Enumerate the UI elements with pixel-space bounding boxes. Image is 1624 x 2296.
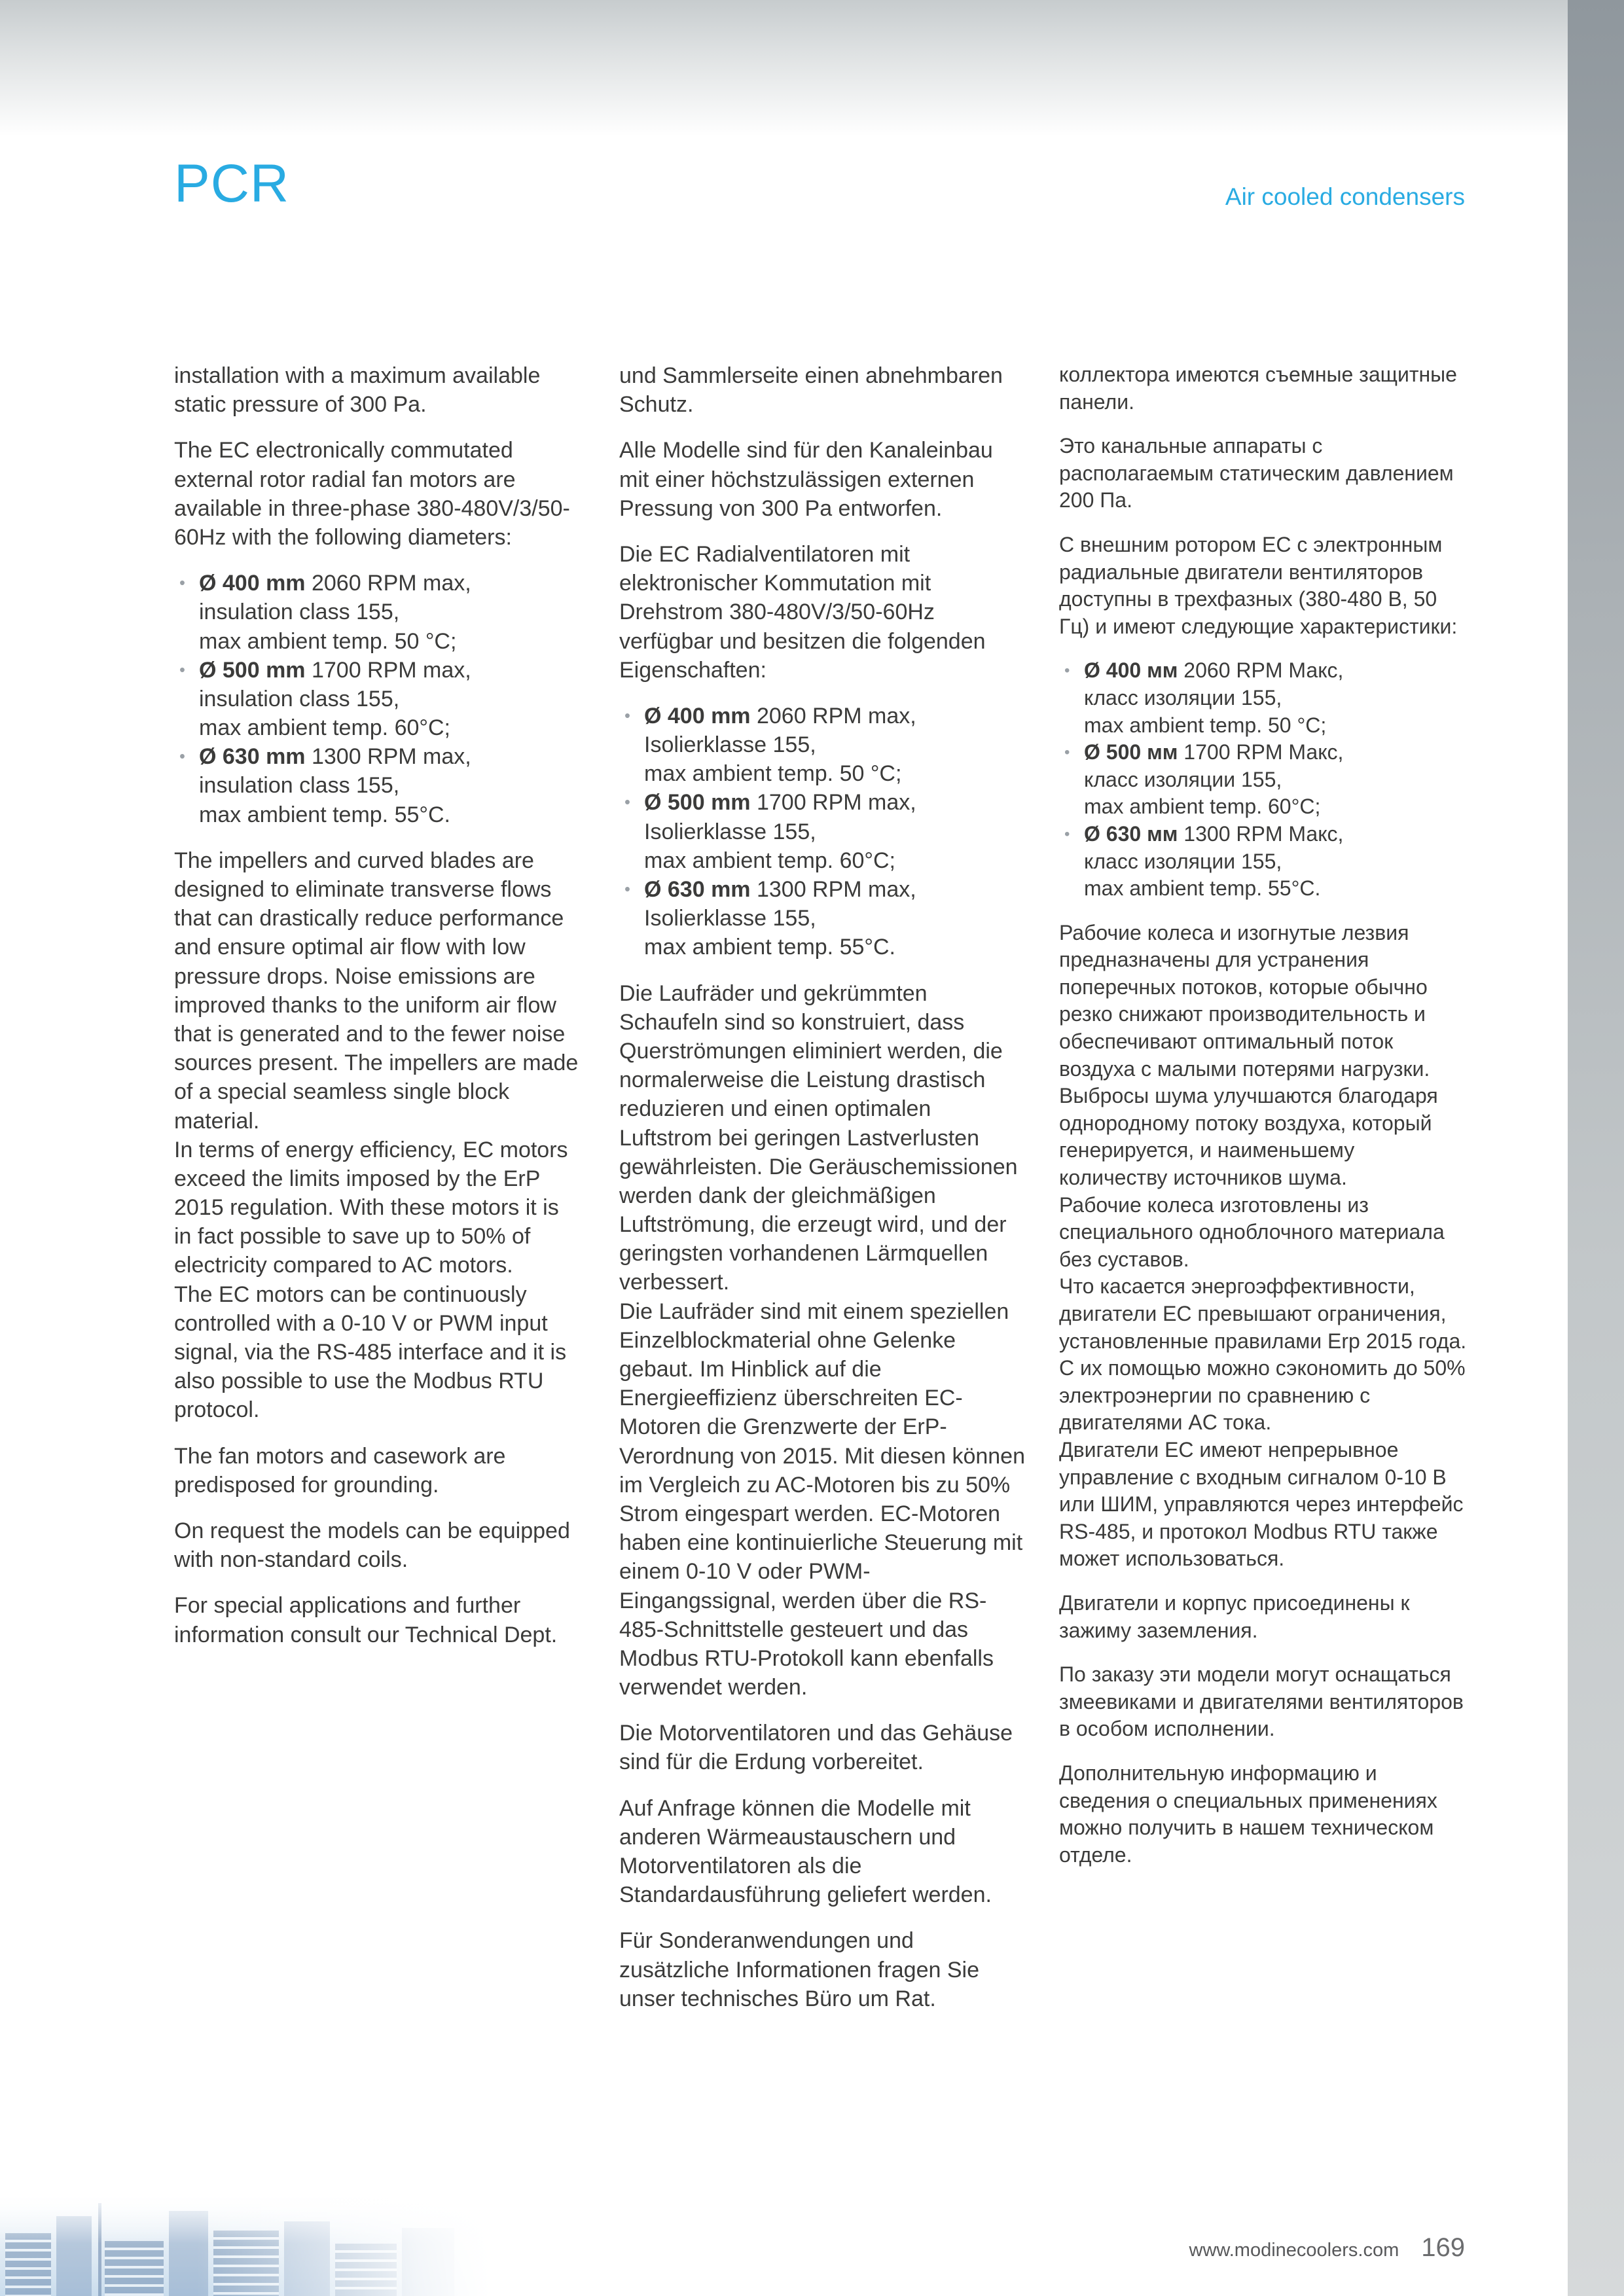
spec-insulation: insulation class 155, bbox=[199, 600, 400, 625]
paragraph: С внешним ротором EC с электронным радиальные двигатели вентиляторов доступны в трехфазных (380-480 В, 50 Гц) и имеют следующие характеристики: bbox=[1059, 532, 1458, 638]
spec-rpm: 1300 RPM Макс, bbox=[1178, 821, 1344, 846]
paragraph: Двигатели EC имеют непрерывное управление с входным сигналом 0-10 В или ШИМ, управляются через интерфейс RS-485, и протокол Modbus RTU также может использоваться. bbox=[1059, 1437, 1464, 1571]
spec-item bbox=[1059, 657, 1468, 739]
spec-item bbox=[174, 656, 580, 743]
paragraph: The EC motors can be continuously controlled with a 0-10 V or PWM input signal, via the RS-485 interface and it is also possible to use the Modbus RTU protocol. bbox=[174, 1282, 567, 1423]
body-text-block bbox=[174, 846, 580, 1425]
page-number: 169 bbox=[1421, 2233, 1465, 2262]
website-url: www.modinecoolers.com bbox=[1189, 2240, 1399, 2261]
column-en bbox=[174, 361, 580, 1666]
paragraph: und Sammlerseite einen abnehmbaren Schutz. bbox=[619, 363, 1003, 418]
paragraph: Die Laufräder sind mit einem speziellen Einzelblockmaterial ohne Gelenke gebaut. Im Hinblick auf die Energieeffizienz überschreiten EC-Motoren die Grenzwerte der ErP-Verordnung von 2015. Mit diesen können im Vergleich zu AC-Motoren bis zu 50% Strom eingespart werden. EC-Motoren haben eine kontinuierliche Steuerung mit einem 0-10 V oder PWM-Eingangssignal, werden über die RS-485-Schnittstelle gesteuert und das Modbus RTU-Protokoll kann ebenfalls verwendet werden. bbox=[619, 1299, 1026, 1700]
spec-temperature: max ambient temp. 60°C; bbox=[1084, 795, 1321, 819]
paragraph: коллектора имеются съемные защитные панели. bbox=[1059, 363, 1457, 414]
spec-temperature: max ambient temp. 50 °C; bbox=[1084, 713, 1327, 737]
paragraph: По заказу эти модели могут оснащаться змеевиками и двигателями вентиляторов в особом исполнении. bbox=[1059, 1662, 1464, 1741]
top-gradient-band bbox=[0, 0, 1624, 136]
column-ru bbox=[1059, 361, 1468, 1886]
spec-insulation: класс изоляции 155, bbox=[1084, 767, 1282, 791]
paragraph: In terms of energy efficiency, EC motors exceed the limits imposed by the ErP 2015 regulation. With these motors it is in fact possible to save up to 50% of electricity compared to AC motors. bbox=[174, 1137, 568, 1278]
spec-insulation: insulation class 155, bbox=[199, 773, 400, 798]
spec-item bbox=[619, 788, 1025, 875]
spec-item bbox=[619, 875, 1025, 962]
spec-insulation: Isolierklasse 155, bbox=[644, 732, 816, 758]
paragraph: On request the models can be equipped with non-standard coils. bbox=[174, 1518, 570, 1573]
paragraph: Что касается энергоэффективности, двигатели EC превышают ограничения, установленные правилами Erp 2015 года. С их помощью можно сэкономить до 50% электроэнергии по сравнению с двигателями AC тока. bbox=[1059, 1274, 1467, 1435]
spec-rpm: 2060 RPM max, bbox=[305, 571, 471, 596]
spec-temperature: max ambient temp. 50 °C; bbox=[199, 628, 457, 654]
spec-diameter: Ø 630 мм bbox=[1084, 821, 1178, 846]
right-edge-gradient-strip bbox=[1568, 0, 1624, 2296]
spec-temperature: max ambient temp. 55°C. bbox=[199, 802, 450, 827]
paragraph: installation with a maximum available static pressure of 300 Pa. bbox=[174, 363, 541, 418]
spec-diameter: Ø 500 mm bbox=[199, 657, 306, 683]
spec-temperature: max ambient temp. 55°C. bbox=[644, 935, 895, 960]
spec-temperature: max ambient temp. 50 °C; bbox=[644, 761, 902, 787]
paragraph: Die EC Radialventilatoren mit elektronischer Kommutation mit Drehstrom 380-480V/3/50-60Hz verfügbar und besitzen die folgenden Eigenschaften: bbox=[619, 541, 986, 683]
spec-insulation: Isolierklasse 155, bbox=[644, 906, 816, 931]
spec-rpm: 1300 RPM max, bbox=[305, 744, 471, 770]
spec-diameter: Ø 630 mm bbox=[199, 744, 306, 770]
spec-temperature: max ambient temp. 60°C; bbox=[199, 715, 450, 741]
paragraph: Дополнительную информацию и сведения о специальных применениях можно получить в нашем техническом отделе. bbox=[1059, 1761, 1437, 1867]
paragraph: Рабочие колеса изготовлены из специального одноблочного материала без суставов. bbox=[1059, 1193, 1445, 1271]
paragraph: Die Laufräder und gekrümmten Schaufeln sind so konstruiert, dass Querströmungen eliminiert werden, die normalerweise die Leistung drastisch reduzieren und einen optimalen Luftstrom bei geringen Lastverlusten gewährleisten. Die Geräuschemissionen werden dank der gleichmäßigen Luftströmung, die erzeugt wird, und der geringsten vorhandenen Lärmquellen verbessert. bbox=[619, 980, 1018, 1295]
body-text-block bbox=[619, 979, 1025, 1702]
paragraph: Alle Modelle sind für den Kanaleinbau mit einer höchstzulässigen externen Pressung von 300 Pa entworfen. bbox=[619, 438, 993, 521]
spec-diameter: Ø 400 mm bbox=[644, 703, 751, 728]
paragraph: The fan motors and casework are predisposed for grounding. bbox=[174, 1443, 506, 1498]
spec-rpm: 1700 RPM max, bbox=[750, 790, 916, 816]
cityscape-fade-overlay bbox=[0, 2191, 491, 2296]
spec-temperature: max ambient temp. 55°C. bbox=[1084, 876, 1321, 901]
spec-diameter: Ø 630 mm bbox=[644, 877, 751, 902]
paragraph: Выбросы шума улучшаются благодаря однородному потоку воздуха, который генерируется, и наименьшему количеству источников шума. bbox=[1059, 1084, 1438, 1190]
spec-rpm: 2060 RPM max, bbox=[750, 703, 916, 728]
spec-list bbox=[619, 702, 1025, 962]
page-title: PCR bbox=[174, 154, 290, 213]
paragraph: For special applications and further information consult our Technical Dept. bbox=[174, 1593, 558, 1647]
spec-insulation: класс изоляции 155, bbox=[1084, 849, 1282, 873]
spec-item bbox=[174, 569, 580, 656]
paragraph: Für Sonderanwendungen und zusätzliche Informationen fragen Sie unser technisches Büro um Rat. bbox=[619, 1928, 979, 2011]
spec-diameter: Ø 400 мм bbox=[1084, 658, 1178, 683]
paragraph: Двигатели и корпус присоединены к зажиму заземления. bbox=[1059, 1590, 1410, 1642]
spec-rpm: 1300 RPM max, bbox=[750, 877, 916, 902]
paragraph: Рабочие колеса и изогнутые лезвия предназначены для устранения поперечных потоков, которые обычно резко снижают производительность и обеспечивают оптимальный поток воздуха с малыми потерями нагрузки. bbox=[1059, 920, 1430, 1081]
spec-rpm: 1700 RPM Макс, bbox=[1178, 740, 1344, 764]
paragraph: Die Motorventilatoren und das Gehäuse sind für die Erdung vorbereitet. bbox=[619, 1721, 1013, 1775]
paragraph: The EC electronically commutated external rotor radial fan motors are available in three-phase 380-480V/3/50-60Hz with the following diameters: bbox=[174, 438, 570, 550]
spec-temperature: max ambient temp. 60°C; bbox=[644, 848, 895, 873]
spec-item bbox=[174, 742, 580, 829]
body-text-block bbox=[1059, 920, 1468, 1573]
spec-insulation: класс изоляции 155, bbox=[1084, 685, 1282, 709]
spec-diameter: Ø 400 mm bbox=[199, 571, 306, 596]
spec-insulation: insulation class 155, bbox=[199, 686, 400, 711]
spec-rpm: 1700 RPM max, bbox=[305, 657, 471, 683]
column-de bbox=[619, 361, 1025, 2030]
page-footer bbox=[1058, 2233, 1465, 2263]
paragraph: Это канальные аппараты с располагаемым статическим давлением 200 Па. bbox=[1059, 434, 1454, 512]
spec-item bbox=[1059, 739, 1468, 821]
spec-item bbox=[619, 702, 1025, 789]
spec-rpm: 2060 RPM Макс, bbox=[1178, 658, 1344, 683]
spec-insulation: Isolierklasse 155, bbox=[644, 819, 816, 844]
paragraph: Auf Anfrage können die Modelle mit anderen Wärmeaustauschern und Motorventilatoren als die Standardausführung geliefert werden. bbox=[619, 1795, 992, 1908]
spec-item bbox=[1059, 821, 1468, 903]
paragraph: The impellers and curved blades are designed to eliminate transverse flows that can drastically reduce performance and ensure optimal air flow with low pressure drops. Noise emissions are improved thanks to the uniform air flow that is generated and to the fewer noise sources present. The impellers are made of a special seamless single block material. bbox=[174, 848, 579, 1134]
category-heading: Air cooled condensers bbox=[1225, 183, 1465, 210]
spec-list bbox=[174, 569, 580, 829]
spec-diameter: Ø 500 мм bbox=[1084, 740, 1178, 764]
cityscape-photo bbox=[0, 2191, 491, 2296]
spec-diameter: Ø 500 mm bbox=[644, 790, 751, 816]
spec-list bbox=[1059, 657, 1468, 902]
